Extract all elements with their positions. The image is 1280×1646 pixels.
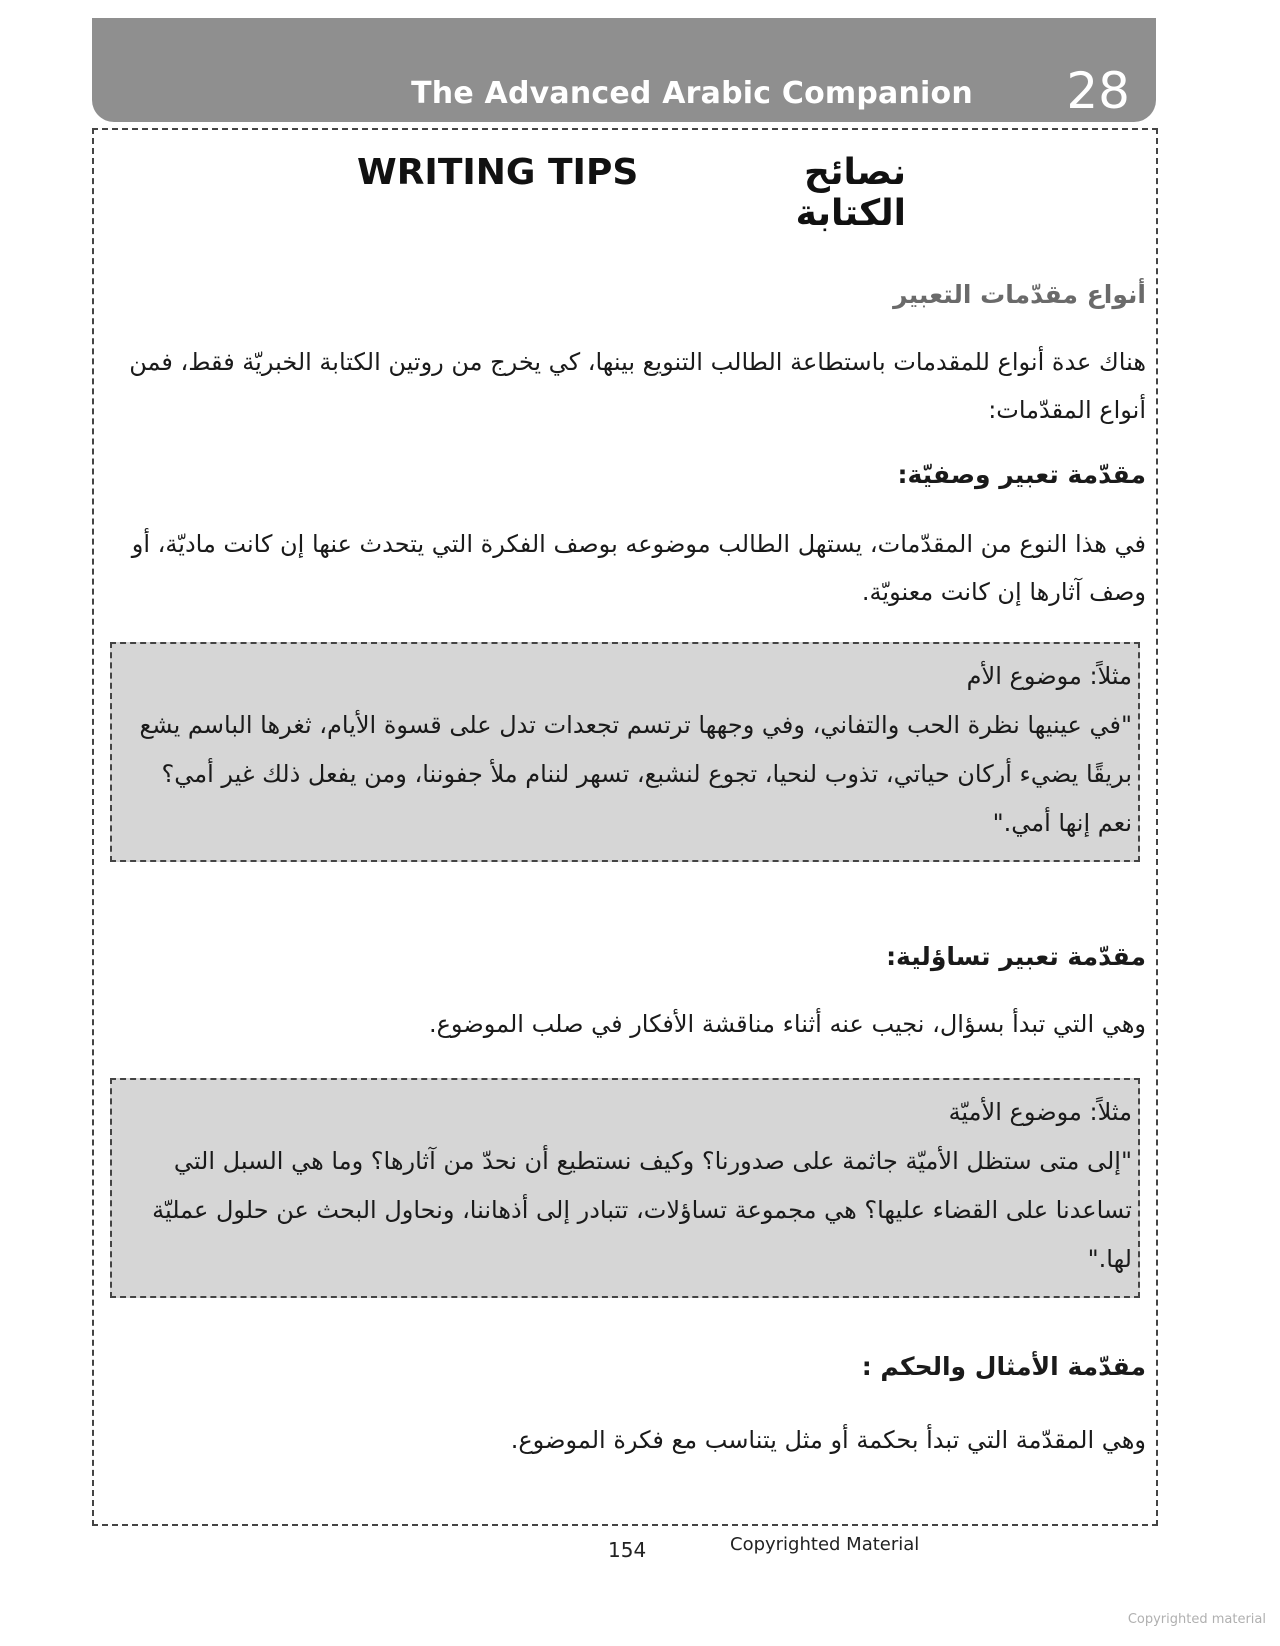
header-bar <box>92 18 1156 122</box>
section-title <box>94 148 1156 234</box>
question-desc-line-1: وهي التي تبدأ بسؤال، نجيب عنه أثناء مناقشة الأفكار في صلب الموضوع. <box>428 1010 1146 1038</box>
example-line: "إلى متى ستظل الأميّة جاثمة على صدورنا؟ وكيف نستطيع أن نحدّ من آثارها؟ وما هي السبل التي <box>173 1147 1132 1175</box>
intro-line-2: أنواع المقدّمات: <box>988 396 1146 424</box>
chapter-number: 28 <box>1066 62 1130 120</box>
heading-proverbs-intro: مقدّمة الأمثال والحكم : <box>861 1352 1146 1381</box>
section-title-english: WRITING TIPS <box>357 152 639 193</box>
example-line: بريقًا يضيء أركان حياتي، تذوب لنحيا، تجوع لنشبع، تسهر لننام ملأ جفوننا، ومن يفعل ذلك غير أمي؟ <box>161 760 1132 788</box>
example-box-mother <box>110 642 1140 862</box>
copyright-notice: Copyrighted Material <box>730 1534 920 1555</box>
example-line: تساعدنا على القضاء عليها؟ هي مجموعة تساؤلات، تتبادر إلى أذهاننا، ونحاول البحث عن حلول عمليّة <box>152 1196 1132 1224</box>
book-title: The Advanced Arabic Companion <box>411 76 973 111</box>
content-frame <box>92 128 1158 1526</box>
copyright-watermark: Copyrighted material <box>1127 1612 1266 1627</box>
main-heading: أنواع مقدّمات التعبير <box>893 280 1146 309</box>
example-line: نعم إنها أمي." <box>992 809 1132 837</box>
page-number: 154 <box>608 1538 647 1562</box>
proverbs-desc-line-1: وهي المقدّمة التي تبدأ بحكمة أو مثل يتناسب مع فكرة الموضوع. <box>510 1426 1146 1454</box>
example-box-illiteracy <box>110 1078 1140 1298</box>
example-label: مثلاً: موضوع الأم <box>966 662 1132 690</box>
example-label: مثلاً: موضوع الأميّة <box>948 1098 1132 1126</box>
descriptive-desc-line-2: وصف آثارها إن كانت معنويّة. <box>861 578 1146 606</box>
heading-descriptive-intro: مقدّمة تعبير وصفيّة: <box>897 460 1146 489</box>
example-line: "في عينيها نظرة الحب والتفاني، وفي وجهها ترتسم تجعدات تدل على قسوة الأيام، ثغرها الباسم يشع <box>139 711 1132 739</box>
example-line: لها." <box>1087 1245 1132 1273</box>
descriptive-desc-line-1: في هذا النوع من المقدّمات، يستهل الطالب موضوعه بوصف الفكرة التي يتحدث عنها إن كانت ماديّة، أو <box>131 530 1146 558</box>
heading-question-intro: مقدّمة تعبير تساؤلية: <box>886 942 1146 971</box>
section-title-arabic: نصائح الكتابة <box>795 152 906 234</box>
intro-line-1: هناك عدة أنواع للمقدمات باستطاعة الطالب التنويع بينها، كي يخرج من روتين الكتابة الخبريّة فقط، فمن <box>129 348 1146 376</box>
